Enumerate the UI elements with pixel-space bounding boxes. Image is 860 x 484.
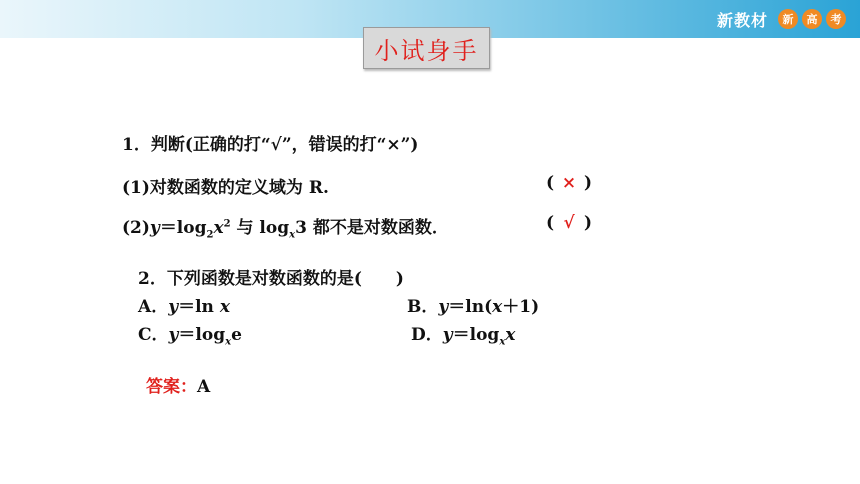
q1-item2-prefix: (2): [122, 218, 150, 238]
answer-line: [146, 372, 210, 397]
var-x: x: [505, 325, 516, 345]
option-label: B．: [407, 297, 439, 317]
option-label: D．: [411, 325, 443, 345]
var-y: y: [442, 325, 453, 345]
var-x: x: [213, 218, 224, 238]
q1-item2-suffix: 都不是对数函数．: [306, 218, 449, 238]
eq-log: ＝log: [159, 218, 207, 238]
q2-option-d: [411, 320, 515, 347]
option-tail: ＋1): [502, 297, 540, 317]
q1-item1-answer: ×: [561, 173, 577, 193]
exponent: 2: [223, 218, 231, 230]
option-expr: ＝ln(: [448, 297, 493, 317]
var-x: x: [492, 297, 503, 317]
badge-xin: 新: [778, 9, 798, 29]
q1-item2-answer: √: [563, 213, 575, 233]
q1-item1: (1)对数函数的定义域为 R.: [122, 178, 329, 198]
q2-option-c: [138, 320, 242, 347]
badge-kao: 考: [826, 9, 846, 29]
q2-option-b: [407, 292, 539, 317]
q2-stem: 2．下列函数是对数函数的是( ): [138, 269, 404, 289]
option-label: A．: [138, 297, 169, 317]
q2-option-a: [138, 292, 230, 317]
var-y: y: [149, 218, 160, 238]
q1-item2-answer-bracket: ( √ ): [546, 213, 593, 233]
q1-item1-answer-bracket: ( × ): [546, 173, 593, 193]
q1-item2: [122, 213, 449, 240]
option-expr: ＝ln: [178, 297, 220, 317]
option-label: C．: [138, 325, 169, 345]
log-base: x: [225, 336, 232, 348]
option-expr: ＝log: [178, 325, 226, 345]
brand-text: 新教材: [716, 10, 768, 30]
badge-gao: 高: [802, 9, 822, 29]
answer-label: 答案：: [146, 377, 197, 397]
log-base-x: x: [289, 229, 296, 241]
option-tail: e: [231, 325, 242, 345]
answer-value: A: [197, 377, 211, 397]
section-title: 小试身手: [363, 27, 490, 69]
var-y: y: [168, 297, 179, 317]
var-y: y: [438, 297, 449, 317]
brand-logo: [717, 7, 846, 31]
log-base: x: [499, 336, 506, 348]
number-3: 3: [295, 218, 307, 238]
option-expr: ＝log: [452, 325, 500, 345]
var-x: x: [219, 297, 230, 317]
log-base: 2: [206, 229, 214, 241]
q1-stem: 1．判断(正确的打“√”，错误的打“×”): [122, 135, 419, 155]
var-y: y: [168, 325, 179, 345]
mid-text: 与 log: [230, 218, 290, 238]
